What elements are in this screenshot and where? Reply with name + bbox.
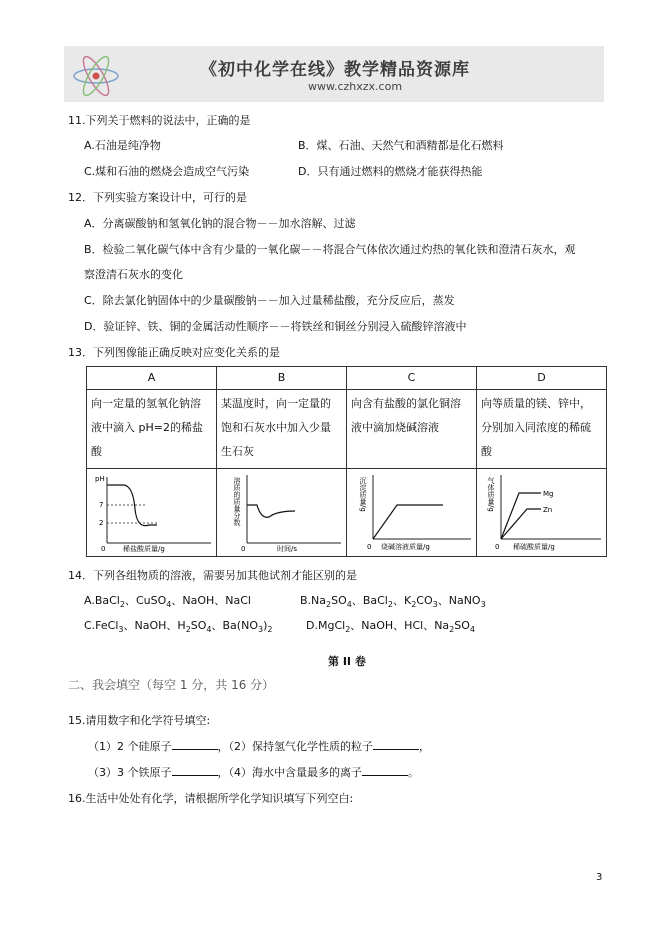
q14-option-d: D.MgCl$_2$、NaOH、HCl、$Na_2SO_4$ xyxy=(306,619,475,635)
fill-in-header: 二、我会填空（每空 1 分，共 16 分） xyxy=(68,678,275,692)
q13-plot-d xyxy=(477,469,605,553)
page-number: 3 xyxy=(596,872,603,883)
section-title: 第 II 卷 xyxy=(328,655,366,668)
q13-table xyxy=(86,366,607,557)
q13-plot-a xyxy=(87,469,215,553)
q13-plot-b xyxy=(217,469,345,553)
answer-blank-4[interactable] xyxy=(362,765,408,776)
q11-option-a: A.石油是纯净物 xyxy=(84,139,161,152)
q12-stem: 12．下列实验方案设计中，可行的是 xyxy=(68,191,247,204)
plot-d-legend-zn: Zn xyxy=(543,506,553,514)
plot-b-ylabel: 溶质的质量分数 xyxy=(233,477,241,526)
plot-b-xlabel: 时间/s xyxy=(277,545,298,553)
q13-plot-cell-c xyxy=(347,469,477,557)
q13-header-d: D xyxy=(477,367,607,390)
plot-a-origin: 0 xyxy=(101,545,106,553)
q13-header-c: C xyxy=(347,367,477,390)
plot-a-tick-7: 7 xyxy=(99,501,104,509)
q11-stem: 11.下列关于燃料的说法中，正确的是 xyxy=(68,114,251,127)
plot-d-legend-mg: Mg xyxy=(543,490,554,498)
q13-desc-a: 向一定量的氢氧化钠溶 液中滴入 pH=2的稀盐 酸 xyxy=(87,390,217,469)
q12-option-d: D．验证锌、铁、铜的金属活动性顺序－－将铁丝和铜丝分别浸入硫酸锌溶液中 xyxy=(84,320,467,333)
plot-c-ylabel: 沉淀质量/g xyxy=(359,477,367,512)
q12-option-a: A．分离碳酸钠和氢氧化钠的混合物－－加水溶解、过滤 xyxy=(84,217,356,230)
q12-option-b-line2: 察澄清石灰水的变化 xyxy=(84,268,183,281)
q13-header-b: B xyxy=(217,367,347,390)
q12-option-c: C．除去氯化钠固体中的少量碳酸钠－－加入过量稀盐酸，充分反应后，蒸发 xyxy=(84,294,455,307)
plot-d-ylabel: 气体质量/g xyxy=(487,477,495,512)
q13-desc-d: 向等质量的镁、锌中， 分别加入同浓度的稀硫 酸 xyxy=(477,390,607,469)
plot-c-line xyxy=(373,505,443,539)
q14-option-c: C.FeCl$_3$、NaOH、$H_2SO_4$、$Ba(NO_3)_2$ xyxy=(84,619,273,635)
q13-desc-b: 某温度时，向一定量的 饱和石灰水中加入少量 生石灰 xyxy=(217,390,347,469)
plot-b-curve xyxy=(247,505,295,517)
q15-line2: （3）3 个铁原子 ，（4）海水中含量最多的离子 。 xyxy=(88,766,419,779)
plot-c-origin: 0 xyxy=(367,543,372,551)
q16-stem: 16.生活中处处有化学，请根据所学化学知识填写下列空白: xyxy=(68,792,354,805)
q11-option-b: B．煤、石油、天然气和酒精都是化石燃料 xyxy=(298,139,504,152)
q13-plot-cell-a xyxy=(87,469,217,557)
q14-option-a: A.BaCl$_2$、CuSO$_4$、NaOH、NaCl xyxy=(84,594,251,610)
plot-b-origin: 0 xyxy=(241,545,246,553)
q12-option-b-line1: B．检验二氧化碳气体中含有少量的一氧化碳－－将混合气体依次通过灼热的氧化铁和澄清石灰水，观 xyxy=(84,243,576,256)
plot-a-tick-2: 2 xyxy=(99,519,104,527)
answer-blank-3[interactable] xyxy=(172,765,218,776)
q13-plot-cell-b xyxy=(217,469,347,557)
q11-option-c: C.煤和石油的燃烧会造成空气污染 xyxy=(84,165,250,178)
q14-option-b: $B.Na_2SO_4$、BaCl$_2$、$K_2CO_3$、NaNO$_3$ xyxy=(300,594,486,610)
plot-c-xlabel: 烧碱溶液质量/g xyxy=(381,543,430,551)
plot-a-ylabel: pH xyxy=(95,475,105,483)
q13-header-a: A xyxy=(87,367,217,390)
atom-logo-icon xyxy=(70,56,122,96)
answer-blank-2[interactable] xyxy=(373,739,419,750)
q13-stem: 13．下列图像能正确反映对应变化关系的是 xyxy=(68,346,280,359)
banner-title: 《初中化学在线》教学精品资源库 xyxy=(200,60,470,80)
plot-d-origin: 0 xyxy=(495,543,500,551)
plot-d-xlabel: 稀硫酸质量/g xyxy=(513,543,555,551)
q14-stem: 14．下列各组物质的溶液，需要另加其他试剂才能区别的是 xyxy=(68,569,357,582)
q11-option-d: D．只有通过燃料的燃烧才能获得热能 xyxy=(298,165,483,178)
q15-stem: 15.请用数字和化学符号填空: xyxy=(68,714,211,727)
plot-a-xlabel: 稀盐酸质量/g xyxy=(123,545,165,553)
q13-desc-c: 向含有盐酸的氯化铜溶 液中滴加烧碱溶液 xyxy=(347,390,477,469)
q13-plot-c xyxy=(347,469,475,553)
q13-plot-cell-d xyxy=(477,469,607,557)
q15-line1: （1）2 个硅原子 ，（2）保持氢气化学性质的粒子 ， xyxy=(88,740,430,753)
answer-blank-1[interactable] xyxy=(172,739,218,750)
banner-url: www.czhxzx.com xyxy=(308,80,403,93)
